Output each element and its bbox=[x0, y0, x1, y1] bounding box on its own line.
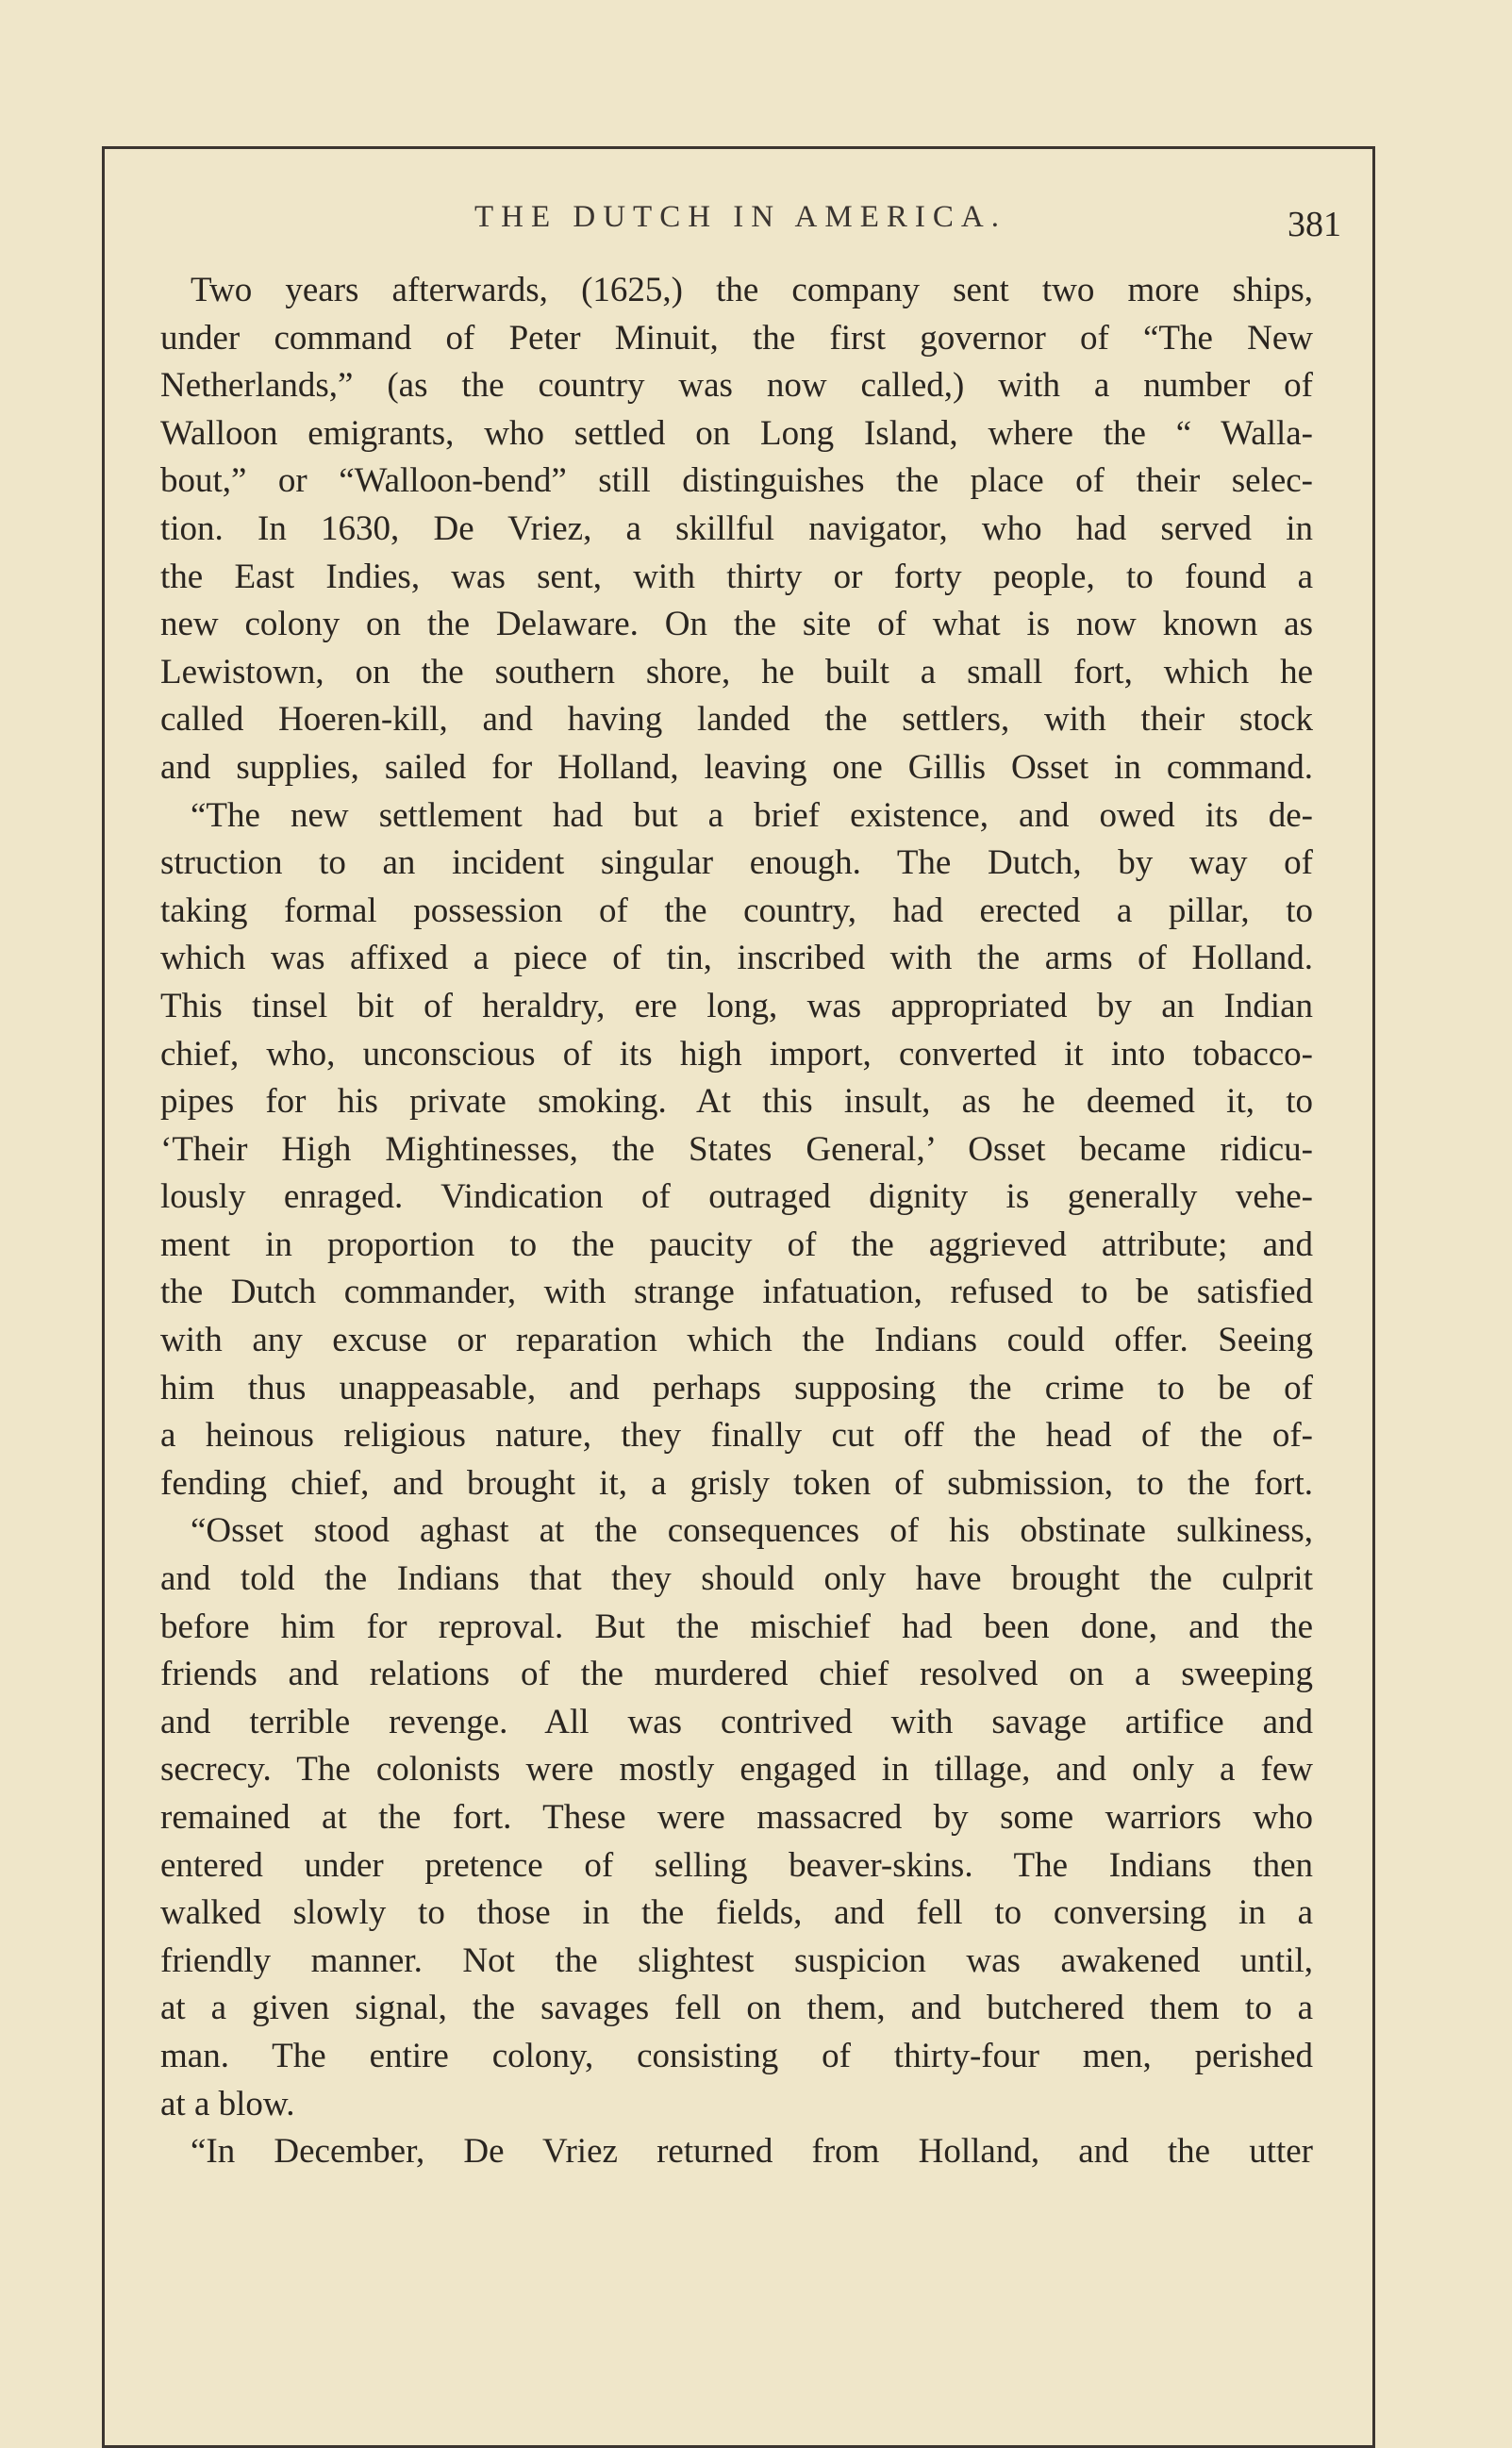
text-line: with any excuse or reparation which the Indians could offer. Seeing bbox=[160, 1321, 1313, 1360]
text-line: new colony on the Delaware. On the site of what is now known as bbox=[160, 605, 1313, 644]
page-number: 381 bbox=[1288, 205, 1341, 244]
text-line: before him for reproval. But the mischief had been done, and the bbox=[160, 1607, 1313, 1646]
running-title: THE DUTCH IN AMERICA. bbox=[474, 200, 1006, 234]
text-line: bout,” or “Walloon-bend” still distinguishes the place of their selec- bbox=[160, 461, 1313, 501]
text-line: the Dutch commander, with strange infatuation, refused to be satisfied bbox=[160, 1273, 1313, 1312]
text-line: walked slowly to those in the fields, and fell to conversing in a bbox=[160, 1893, 1313, 1933]
text-line: him thus unappeasable, and perhaps supposing the crime to be of bbox=[160, 1368, 1313, 1407]
text-line: struction to an incident singular enough. The Dutch, by way of bbox=[160, 843, 1313, 883]
running-head bbox=[102, 200, 1379, 247]
text-line: tion. In 1630, De Vriez, a skillful navigator, who had served in bbox=[160, 508, 1313, 548]
text-line: fending chief, and brought it, a grisly token of submission, to the fort. bbox=[160, 1463, 1313, 1503]
text-line: called Hoeren-kill, and having landed the settlers, with their stock bbox=[160, 700, 1313, 740]
text-line: “Osset stood aghast at the consequences of his obstinate sulkiness, bbox=[191, 1511, 1313, 1551]
text-line: This tinsel bit of heraldry, ere long, was appropriated by an Indian bbox=[160, 986, 1313, 1025]
text-line: and supplies, sailed for Holland, leaving one Gillis Osset in command. bbox=[160, 747, 1313, 787]
text-line: “The new settlement had but a brief existence, and owed its de- bbox=[191, 795, 1313, 835]
text-line: taking formal possession of the country, had erected a pillar, to bbox=[160, 891, 1313, 930]
body-text bbox=[160, 267, 1313, 2176]
text-line: lously enraged. Vindication of outraged dignity is generally vehe- bbox=[160, 1177, 1313, 1217]
text-line: under command of Peter Minuit, the first governor of “The New bbox=[160, 318, 1313, 358]
text-line: friends and relations of the murdered chief resolved on a sweeping bbox=[160, 1655, 1313, 1694]
text-line: friendly manner. Not the slightest suspicion was awakened until, bbox=[160, 1940, 1313, 1980]
text-line: Two years afterwards, (1625,) the company sent two more ships, bbox=[191, 271, 1313, 309]
text-line: at a blow. bbox=[160, 2084, 295, 2123]
text-line: “In December, De Vriez returned from Holland, and the utter bbox=[191, 2132, 1313, 2172]
text-line: ‘Their High Mightinesses, the States General,’ Osset became ridicu- bbox=[160, 1129, 1313, 1169]
text-line: Lewistown, on the southern shore, he built a small fort, which he bbox=[160, 652, 1313, 691]
text-line: a heinous religious nature, they finally cut off the head of the of- bbox=[160, 1416, 1313, 1456]
text-line: secrecy. The colonists were mostly engaged in tillage, and only a few bbox=[160, 1750, 1313, 1790]
text-line: the East Indies, was sent, with thirty or forty people, to found a bbox=[160, 557, 1313, 596]
text-line: and told the Indians that they should only have brought the culprit bbox=[160, 1559, 1313, 1599]
text-line: pipes for his private smoking. At this insult, as he deemed it, to bbox=[160, 1082, 1313, 1122]
text-line: Netherlands,” (as the country was now called,) with a number of bbox=[160, 366, 1313, 406]
text-line: ment in proportion to the paucity of the aggrieved attribute; and bbox=[160, 1224, 1313, 1264]
text-line: Walloon emigrants, who settled on Long Island, where the “ Walla- bbox=[160, 413, 1313, 453]
text-line: man. The entire colony, consisting of thirty-four men, perished bbox=[160, 2036, 1313, 2075]
text-line: which was affixed a piece of tin, inscribed with the arms of Holland. bbox=[160, 939, 1313, 978]
text-line: chief, who, unconscious of its high import, converted it into tobacco- bbox=[160, 1034, 1313, 1074]
text-line: remained at the fort. These were massacred by some warriors who bbox=[160, 1798, 1313, 1837]
text-line: at a given signal, the savages fell on them, and butchered them to a bbox=[160, 1989, 1313, 2028]
text-line: entered under pretence of selling beaver-skins. The Indians then bbox=[160, 1845, 1313, 1885]
text-line: and terrible revenge. All was contrived with savage artifice and bbox=[160, 1702, 1313, 1741]
